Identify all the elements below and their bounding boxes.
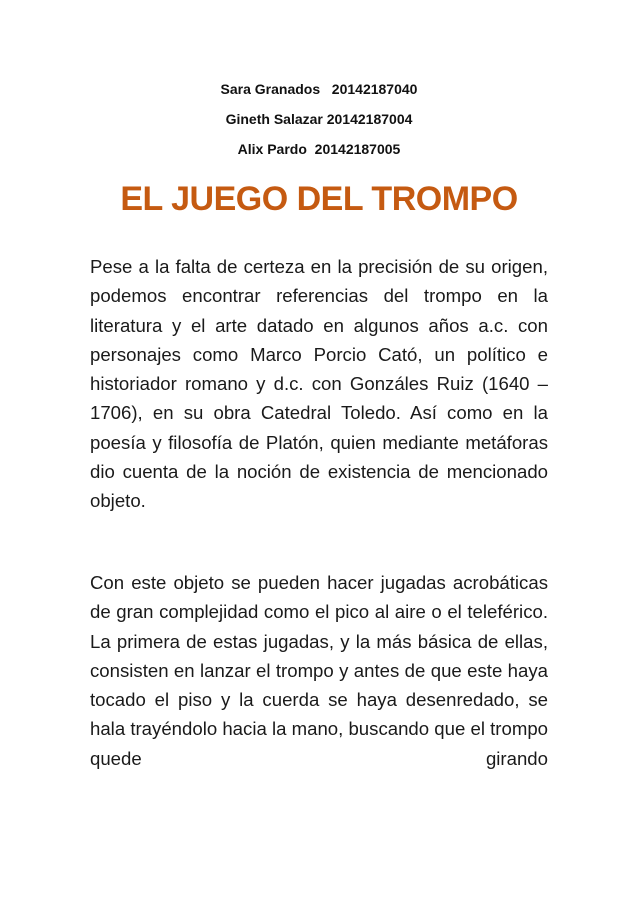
author-line: Gineth Salazar 20142187004 [225,111,413,127]
document-title: EL JUEGO DEL TROMPO [120,180,518,218]
author-list [0,74,638,164]
body-paragraph: Pese a la falta de certeza en la precisión de su origen, podemos encontrar referencias del trompo en la literatura y el arte datado en algunos años a.c. con personajes como Marco Porcio Cató, un político e historiador romano y d.c. con Gonzáles Ruiz (1640 – 1706), en su obra Catedral Toledo. Así como en la poesía y filosofía de Platón, quien mediante metáforas dio cuenta de la noción de existencia de mencionado objeto. [90,256,548,512]
body-paragraph: Con este objeto se pueden hacer jugadas acrobáticas de gran complejidad como el pico al aire o el teleférico. La primera de estas jugadas, y la más básica de ellas, consisten en lanzar el trompo y antes de que este haya tocado el piso y la cuerda se haya desenredado, se hala trayéndolo hacia la mano, buscando que el trompo quede girando [90,572,548,769]
author-line: Alix Pardo 20142187005 [237,141,401,157]
author-line: Sara Granados 20142187040 [220,81,418,97]
